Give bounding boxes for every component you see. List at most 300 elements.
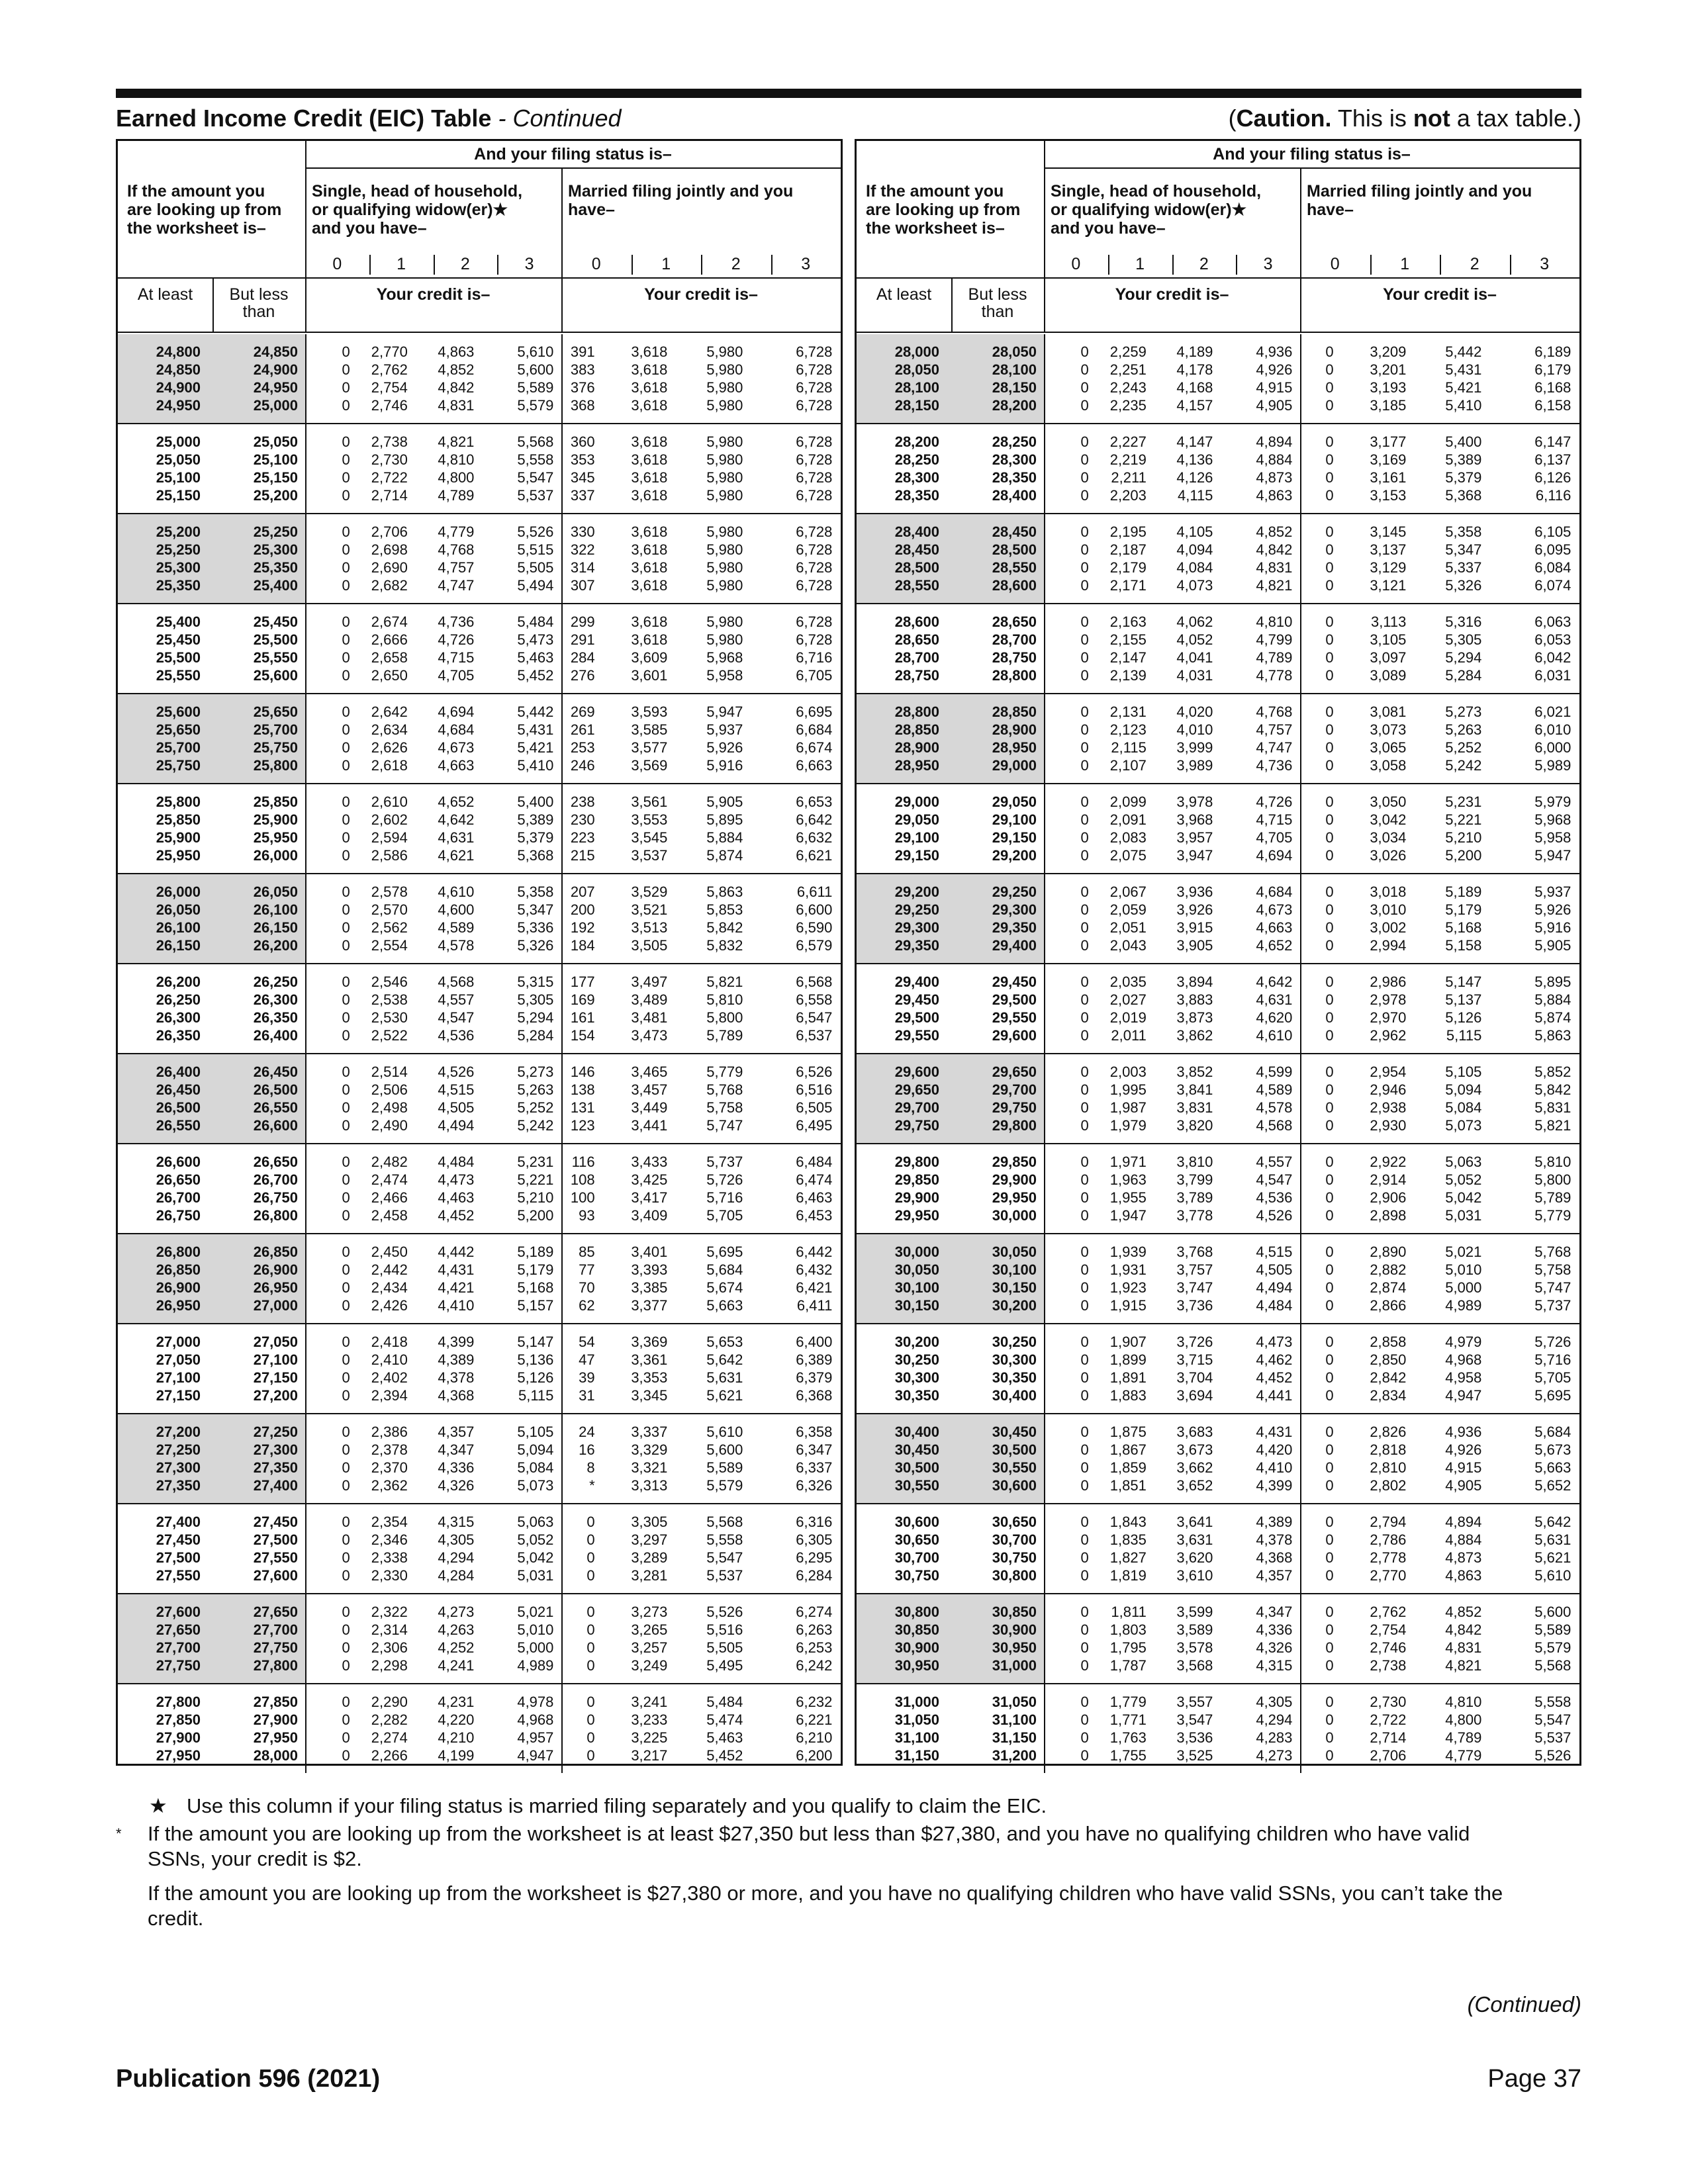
credit-cell: 5,021 [517,1604,554,1620]
body-vline-lookup [1044,1504,1045,1593]
amount-cell: 27,700 [253,1621,298,1638]
credit-cell: 6,200 [796,1747,833,1764]
credit-cell: 6,611 [796,884,833,900]
amount-cell: 30,500 [992,1441,1037,1458]
credit-cell: 5,410 [1445,397,1482,414]
credit-cell: 3,873 [1176,1009,1213,1026]
amount-cell: 26,900 [253,1261,298,1278]
credit-cell: 4,336 [438,1459,475,1476]
credit-cell: 5,579 [517,397,554,414]
credit-cell: 0 [1325,1081,1334,1098]
credit-cell: 0 [1080,721,1089,738]
amount-cell: 26,400 [253,1027,298,1044]
credit-cell: 5,832 [706,937,743,954]
credit-cell: 6,000 [1534,739,1571,756]
credit-cell: 4,505 [1256,1261,1293,1278]
credit-cell: 3,409 [631,1207,668,1224]
amount-cell: 29,250 [992,884,1037,900]
credit-cell: 4,031 [1176,667,1213,684]
credit-cell: 5,400 [517,794,554,810]
credit-cell: 4,831 [438,397,475,414]
credit-cell: 5,368 [1445,487,1482,504]
credit-cell: 6,728 [796,397,833,414]
credit-cell: 2,370 [371,1459,408,1476]
credit-cell: 0 [1325,937,1334,954]
credit-cell: 131 [570,1099,595,1116]
table-row [118,1064,841,1080]
amount-cell: 26,500 [253,1081,298,1098]
credit-cell: 2,019 [1109,1009,1147,1026]
credit-cell: 5,631 [1534,1531,1571,1548]
kids-tick [1510,255,1511,275]
credit-cell: 0 [342,1514,350,1530]
body-vline-lookup [1044,784,1045,873]
credit-cell: 5,884 [706,829,743,846]
amount-cell: 26,000 [156,884,201,900]
amount-cell: 29,700 [992,1081,1037,1098]
table-row [118,559,841,576]
body-vline-lookup [305,964,306,1053]
credit-cell: 5,463 [706,1729,743,1746]
credit-cell: 3,081 [1370,704,1407,720]
credit-cell: 5,821 [706,974,743,990]
credit-cell: 0 [1080,343,1089,360]
credit-cell: 2,586 [371,847,408,864]
credit-cell: 0 [1325,1117,1334,1134]
credit-cell: 0 [342,1729,350,1746]
credit-cell: 2,067 [1109,884,1147,900]
credit-cell: 5,010 [1445,1261,1482,1278]
credit-cell: 2,762 [371,361,408,378]
row-group [857,514,1579,603]
credit-cell: 3,894 [1176,974,1213,990]
credit-cell: 5,558 [1534,1694,1571,1710]
credit-cell: 2,602 [371,811,408,828]
credit-cell: 0 [342,1154,350,1170]
credit-cell: 4,442 [438,1244,475,1260]
credit-cell: 3,385 [631,1279,668,1296]
kids-tick [497,255,498,275]
credit-cell: 0 [1325,614,1334,630]
amount-cell: 29,750 [992,1099,1037,1116]
credit-cell: 2,930 [1370,1117,1407,1134]
credit-cell: 0 [1325,1747,1334,1764]
credit-cell: 0 [1080,829,1089,846]
amount-cell: 31,050 [894,1711,939,1728]
amount-cell: 25,850 [156,811,201,828]
credit-cell: 3,618 [631,541,668,558]
credit-cell: 5,537 [706,1567,743,1584]
credit-cell: 0 [1080,614,1089,630]
amount-cell: 28,050 [894,361,939,378]
amount-cell: 27,650 [156,1621,201,1638]
credit-cell: 5,980 [706,469,743,486]
amount-cell: 30,050 [894,1261,939,1278]
credit-cell: 3,610 [1176,1567,1213,1584]
credit-cell: 4,147 [1176,433,1213,450]
credit-cell: 5,980 [706,614,743,630]
credit-cell: 0 [586,1621,595,1638]
credit-cell: 5,568 [517,433,554,450]
credit-cell: 3,810 [1176,1154,1213,1170]
credit-cell: 2,562 [371,919,408,936]
credit-cell: 0 [1325,1099,1334,1116]
credit-cell: 5,705 [1534,1369,1571,1386]
table-row [857,343,1579,360]
table-row [857,794,1579,810]
note-line2: credit. [148,1907,204,1930]
credit-cell: 5,063 [1445,1154,1482,1170]
credit-cell: 2,842 [1370,1369,1407,1386]
credit-cell: 4,526 [1256,1207,1293,1224]
credit-cell: 5,136 [517,1351,554,1368]
credit-cell: 0 [1325,397,1334,414]
credit-cell: 1,931 [1109,1261,1147,1278]
credit-cell: 4,821 [438,433,475,450]
caution-end: a tax table.) [1450,105,1581,132]
amount-cell: 25,900 [253,811,298,828]
credit-cell: 2,738 [371,433,408,450]
asterisk-footnote-line1: If the amount you are looking up from the worksheet is at least $27,350 but less than $27,380, and you have no qualifying children who have valid [148,1822,1470,1845]
amount-cell: 26,950 [253,1279,298,1296]
credit-cell: 4,378 [1256,1531,1293,1548]
credit-cell: 3,957 [1176,829,1213,846]
credit-cell: 0 [1325,361,1334,378]
credit-cell: 3,497 [631,974,668,990]
single-heading-line2: or qualifying widow(er)★ [312,201,508,219]
credit-cell: 4,557 [438,991,475,1008]
row-group [857,964,1579,1053]
credit-cell: 5,684 [706,1261,743,1278]
credit-cell: 2,858 [1370,1334,1407,1350]
credit-cell: 4,284 [438,1567,475,1584]
row-group [118,514,841,603]
credit-cell: 4,642 [1256,974,1293,990]
body-vline-single [1300,694,1301,783]
body-vline-single [561,514,563,603]
credit-cell: 0 [1080,1639,1089,1656]
credit-cell: 4,473 [438,1171,475,1188]
table-row [857,937,1579,954]
credit-cell: 2,634 [371,721,408,738]
credit-cell: 4,894 [1445,1514,1482,1530]
credit-cell: 1,811 [1111,1604,1147,1620]
credit-cell: 5,115 [518,1387,554,1404]
credit-cell: 5,600 [517,361,554,378]
credit-cell: 0 [1080,1261,1089,1278]
credit-cell: 0 [1080,1369,1089,1386]
credit-cell: 0 [342,667,350,684]
table-row [857,1334,1579,1350]
header-rule-lower [118,277,841,279]
amount-cell: 29,500 [992,991,1037,1008]
credit-cell: 4,536 [1256,1189,1293,1206]
credit-cell: 3,449 [631,1099,668,1116]
credit-cell: 6,179 [1534,361,1571,378]
kids-tick [434,255,435,275]
table-row [118,757,841,774]
credit-cell: 2,898 [1370,1207,1407,1224]
credit-cell: 6,274 [796,1604,833,1620]
amount-cell: 30,450 [992,1424,1037,1440]
credit-cell: 3,417 [631,1189,668,1206]
credit-cell: 215 [570,847,595,864]
credit-cell: 5,305 [1445,631,1482,648]
kids-tick [369,255,371,275]
amount-cell: 29,100 [992,811,1037,828]
credit-cell: 3,618 [631,361,668,378]
credit-cell: 0 [1080,469,1089,486]
amount-cell: 27,400 [253,1477,298,1494]
credit-cell: 3,393 [631,1261,668,1278]
amount-cell: 29,400 [894,974,939,990]
body-vline-lookup [305,784,306,873]
credit-cell: 2,115 [1111,739,1147,756]
credit-cell: 0 [342,739,350,756]
body-vline-lookup [305,514,306,603]
credit-cell: 4,431 [438,1261,475,1278]
amount-cell: 27,850 [156,1711,201,1728]
credit-cell: 161 [570,1009,595,1026]
amount-cell: 30,850 [894,1621,939,1638]
credit-cell: 5,052 [1445,1171,1482,1188]
credit-cell: 2,203 [1109,487,1147,504]
credit-cell: 4,484 [1256,1297,1293,1314]
credit-cell: 6,590 [796,919,833,936]
credit-cell: 5,347 [517,901,554,918]
credit-cell: 4,810 [1256,614,1293,630]
credit-cell: 4,420 [1256,1441,1293,1458]
credit-cell: 5,568 [706,1514,743,1530]
credit-cell: 5,558 [517,451,554,468]
credit-cell: 2,179 [1109,559,1147,576]
credit-cell: 0 [1325,451,1334,468]
credit-cell: 5,189 [1445,884,1482,900]
credit-cell: 2,522 [371,1027,408,1044]
credit-cell: 3,537 [631,847,668,864]
credit-cell: 3,947 [1176,847,1213,864]
credit-cell: 5,968 [706,649,743,666]
table-row [118,361,841,378]
amount-cell: 27,700 [156,1639,201,1656]
credit-cell: 2,866 [1370,1297,1407,1314]
kids-count-label: 3 [1540,255,1550,273]
credit-cell: 0 [1080,1064,1089,1080]
credit-cell: 4,926 [1256,361,1293,378]
credit-cell: 2,107 [1109,757,1147,774]
credit-cell: 0 [342,1334,350,1350]
credit-cell: 5,968 [1534,811,1571,828]
body-vline-single [561,1504,563,1593]
credit-cell: 2,546 [371,974,408,990]
credit-cell: 5,789 [706,1027,743,1044]
body-vline-lookup [305,424,306,513]
kids-count-label: 3 [524,255,534,273]
credit-cell: 0 [1080,1244,1089,1260]
credit-cell: 3,137 [1370,541,1407,558]
amount-cell: 29,200 [894,884,939,900]
credit-cell: 2,171 [1109,577,1147,594]
amount-cell: 30,700 [894,1549,939,1566]
credit-cell: 360 [570,433,595,450]
kids-count-label: 2 [1199,255,1209,273]
mfj-heading-line2: have– [568,201,615,219]
amount-cell: 25,250 [253,523,298,540]
table-row [118,1549,841,1566]
credit-cell: 4,736 [438,614,475,630]
credit-cell: 0 [586,1567,595,1584]
amount-cell: 25,750 [253,739,298,756]
credit-cell: 6,705 [796,667,833,684]
table-row [118,1459,841,1476]
credit-cell: 0 [1080,757,1089,774]
table-row [857,361,1579,378]
credit-cell: 2,043 [1109,937,1147,954]
credit-cell: 4,747 [438,577,475,594]
credit-cell: 4,673 [438,739,475,756]
credit-cell: 5,800 [1534,1171,1571,1188]
credit-cell: 3,618 [631,469,668,486]
amount-cell: 29,250 [894,901,939,918]
body-vline-single [1300,874,1301,963]
credit-cell: 4,989 [1445,1297,1482,1314]
lookup-heading-line2: are looking up from [127,201,282,219]
credit-cell: 5,200 [1445,847,1482,864]
credit-cell: 4,884 [1445,1531,1482,1548]
amount-cell: 27,750 [253,1639,298,1656]
credit-cell: 0 [1325,1639,1334,1656]
table-row [857,631,1579,648]
body-vline-lookup [1044,604,1045,693]
table-row [857,487,1579,504]
credit-cell: 5,663 [1534,1459,1571,1476]
credit-cell: 1,859 [1109,1459,1147,1476]
credit-cell: 3,153 [1370,487,1407,504]
credit-cell: 1,963 [1109,1171,1147,1188]
credit-cell: 2,386 [371,1424,408,1440]
credit-cell: 2,834 [1370,1387,1407,1404]
amount-cell: 30,950 [992,1639,1037,1656]
credit-cell: 3,513 [631,919,668,936]
credit-cell: 0 [342,1207,350,1224]
table-row [118,1207,841,1224]
amount-cell: 29,300 [894,919,939,936]
amount-cell: 27,050 [156,1351,201,1368]
table-row [118,1369,841,1386]
credit-cell: 6,084 [1534,559,1571,576]
credit-cell: 4,136 [1176,451,1213,468]
credit-cell: 0 [1325,559,1334,576]
credit-cell: 4,357 [1256,1567,1293,1584]
star-footnote: Use this column if your filing status is married filing separately and you qualify to claim the EIC. [187,1794,1047,1817]
credit-cell: 0 [342,559,350,576]
credit-cell: 0 [342,1189,350,1206]
body-vline-single [1300,1504,1301,1593]
credit-cell: 5,442 [1445,343,1482,360]
table-row [118,1297,841,1314]
credit-cell: 291 [570,631,595,648]
credit-cell: 2,410 [371,1351,408,1368]
credit-cell: 0 [342,829,350,846]
credit-cell: 5,263 [517,1081,554,1098]
credit-cell: 3,265 [631,1621,668,1638]
credit-cell: 3,569 [631,757,668,774]
credit-cell: 0 [342,541,350,558]
table-row [118,937,841,954]
amount-cell: 26,150 [156,937,201,954]
credit-cell: 3,778 [1176,1207,1213,1224]
table-row [118,1009,841,1026]
credit-cell: 0 [1325,1154,1334,1170]
credit-cell: 0 [1325,757,1334,774]
table-row [857,1244,1579,1260]
credit-cell: 4,863 [1445,1567,1482,1584]
amount-cell: 27,850 [253,1694,298,1710]
amount-cell: 28,850 [894,721,939,738]
amount-cell: 31,150 [992,1729,1037,1746]
credit-cell: 5,831 [1534,1099,1571,1116]
amount-cell: 25,350 [156,577,201,594]
credit-cell: 6,728 [796,631,833,648]
credit-cell: 2,818 [1370,1441,1407,1458]
credit-cell: 1,899 [1109,1351,1147,1368]
amount-cell: 27,750 [156,1657,201,1674]
credit-cell: 0 [342,1009,350,1026]
amount-cell: 26,350 [253,1009,298,1026]
credit-cell: 5,705 [706,1207,743,1224]
amount-cell: 25,300 [253,541,298,558]
amount-cell: 29,600 [992,1027,1037,1044]
body-vline-lookup [305,604,306,693]
caution-note [1229,105,1581,132]
single-heading-line3: and you have– [1051,219,1166,238]
credit-cell: 5,473 [517,631,554,648]
credit-cell: 4,178 [1176,361,1213,378]
credit-cell: 4,378 [438,1369,475,1386]
amount-cell: 27,950 [253,1729,298,1746]
credit-cell: 3,257 [631,1639,668,1656]
amount-cell: 25,550 [156,667,201,684]
credit-cell: 5,515 [517,541,554,558]
credit-cell: 5,852 [1534,1064,1571,1080]
credit-cell: 4,694 [1256,847,1293,864]
credit-cell: 0 [342,704,350,720]
amount-cell: 27,000 [156,1334,201,1350]
amount-cell: 29,150 [992,829,1037,846]
credit-cell: 5,747 [1534,1279,1571,1296]
credit-cell: 5,400 [1445,433,1482,450]
amount-cell: 28,100 [992,361,1037,378]
table-row [118,991,841,1008]
credit-cell: 5,221 [1445,811,1482,828]
credit-cell: 5,516 [706,1621,743,1638]
amount-cell: 27,300 [156,1459,201,1476]
credit-cell: 5,980 [706,631,743,648]
amount-cell: 25,700 [156,739,201,756]
credit-cell: 6,411 [796,1297,833,1314]
body-vline-single [1300,784,1301,873]
credit-cell: 3,536 [1176,1729,1213,1746]
amount-cell: 28,650 [894,631,939,648]
amount-cell: 26,700 [253,1171,298,1188]
credit-cell: 6,453 [796,1207,833,1224]
credit-cell: 4,810 [438,451,475,468]
but-less-label: But less [229,285,289,304]
amount-cell: 24,850 [253,343,298,360]
table-row [118,577,841,594]
credit-cell: 6,558 [796,991,833,1008]
credit-cell: 6,728 [796,451,833,468]
